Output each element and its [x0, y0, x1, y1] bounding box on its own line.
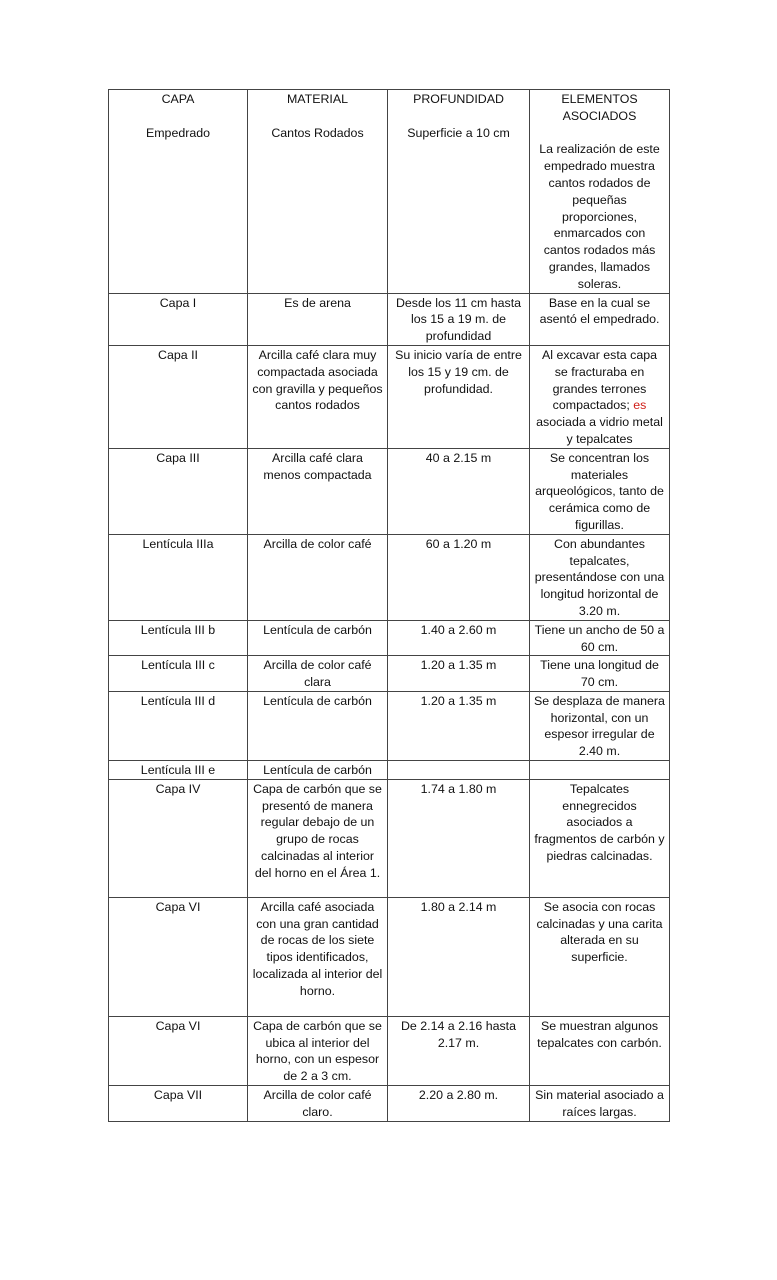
- header-elementos: ELEMENTOS ASOCIADOS: [561, 92, 638, 123]
- cell-material: Arcilla de color café claro.: [248, 1086, 388, 1122]
- cell-profundidad: [388, 90, 530, 294]
- cell-capa: Capa IV: [109, 779, 248, 897]
- table-row: [109, 90, 670, 294]
- text-part: asociada a vidrio metal y tepalcates: [536, 415, 663, 446]
- cell-capa: Capa VI: [109, 897, 248, 1016]
- cell-material: [248, 90, 388, 294]
- cell-capa: Lentícula III b: [109, 620, 248, 656]
- cell-value: Empedrado: [145, 125, 211, 140]
- cell-capa: Capa III: [109, 448, 248, 534]
- header-material: MATERIAL: [286, 92, 349, 106]
- cell-elementos: Base en la cual se asentó el empedrado.: [530, 293, 670, 345]
- cell-material: Capa de carbón que se ubica al interior del horno, con un espesor de 2 a 3 cm.: [248, 1016, 388, 1085]
- cell-profundidad: 60 a 1.20 m: [388, 534, 530, 620]
- cell-profundidad: 1.80 a 2.14 m: [388, 897, 530, 1016]
- cell-capa: Lentícula III e: [109, 761, 248, 780]
- cell-elementos: Se asocia con rocas calcinadas y una carita alterada en su superficie.: [530, 897, 670, 1016]
- table-row: [109, 656, 670, 692]
- cell-capa: Capa II: [109, 345, 248, 448]
- cell-elementos: Tiene una longitud de 70 cm.: [530, 656, 670, 692]
- cell-profundidad: De 2.14 a 2.16 hasta 2.17 m.: [388, 1016, 530, 1085]
- table-row: [109, 897, 670, 1016]
- cell-elementos: [530, 345, 670, 448]
- table-row: [109, 691, 670, 760]
- cell-elementos: Tepalcates ennegrecidos asociados a fragmentos de carbón y piedras calcinadas.: [530, 779, 670, 897]
- cell-profundidad: 1.74 a 1.80 m: [388, 779, 530, 897]
- cell-capa: Capa VI: [109, 1016, 248, 1085]
- cell-material: Lentícula de carbón: [248, 620, 388, 656]
- table-row: [109, 1016, 670, 1085]
- cell-material: Capa de carbón que se presentó de manera regular debajo de un grupo de rocas calcinadas al interior del horno en el Área 1.: [248, 779, 388, 897]
- header-profundidad: PROFUNDIDAD: [413, 92, 504, 106]
- stratigraphy-table: [108, 89, 670, 1122]
- cell-profundidad: 1.20 a 1.35 m: [388, 656, 530, 692]
- cell-profundidad: Desde los 11 cm hasta los 15 a 19 m. de profundidad: [388, 293, 530, 345]
- cell-profundidad: [388, 761, 530, 780]
- cell-capa: Capa I: [109, 293, 248, 345]
- table-row: [109, 345, 670, 448]
- cell-capa: Lentícula III c: [109, 656, 248, 692]
- table-row: [109, 1086, 670, 1122]
- table-row: [109, 620, 670, 656]
- table-row: [109, 534, 670, 620]
- cell-material: Lentícula de carbón: [248, 691, 388, 760]
- header-capa: CAPA: [161, 92, 195, 106]
- cell-material: Arcilla café asociada con una gran cantidad de rocas de los siete tipos identificados, localizada al interior del horno.: [248, 897, 388, 1016]
- cell-value: Cantos Rodados: [271, 125, 364, 140]
- cell-profundidad: 1.40 a 2.60 m: [388, 620, 530, 656]
- cell-elementos: Tiene un ancho de 50 a 60 cm.: [530, 620, 670, 656]
- cell-elementos: [530, 90, 670, 294]
- cell-elementos: Se concentran los materiales arqueológicos, tanto de cerámica como de figurillas.: [530, 448, 670, 534]
- cell-elementos: [530, 761, 670, 780]
- table-row: [109, 448, 670, 534]
- cell-material: Arcilla café clara muy compactada asociada con gravilla y pequeños cantos rodados: [248, 345, 388, 448]
- table-row: [109, 761, 670, 780]
- table-row: [109, 779, 670, 897]
- cell-profundidad: 1.20 a 1.35 m: [388, 691, 530, 760]
- cell-material: Arcilla de color café: [248, 534, 388, 620]
- cell-material: Es de arena: [248, 293, 388, 345]
- cell-profundidad: 40 a 2.15 m: [388, 448, 530, 534]
- cell-material: Lentícula de carbón: [248, 761, 388, 780]
- cell-capa: Lentícula III d: [109, 691, 248, 760]
- cell-profundidad: 2.20 a 2.80 m.: [388, 1086, 530, 1122]
- cell-value: La realización de este empedrado muestra cantos rodados de pequeñas proporciones, enmarcados con cantos rodados más grandes, llamados soleras.: [539, 142, 660, 291]
- cell-elementos: Se desplaza de manera horizontal, con un espesor irregular de 2.40 m.: [530, 691, 670, 760]
- table-row: [109, 293, 670, 345]
- cell-profundidad: Su inicio varía de entre los 15 y 19 cm. de profundidad.: [388, 345, 530, 448]
- cell-elementos: Sin material asociado a raíces largas.: [530, 1086, 670, 1122]
- cell-capa: [109, 90, 248, 294]
- cell-capa: Capa VII: [109, 1086, 248, 1122]
- cell-material: Arcilla de color café clara: [248, 656, 388, 692]
- text-part: Al excavar esta capa se fracturaba en grandes terrones compactados;: [541, 347, 658, 413]
- highlighted-text: es: [633, 398, 647, 413]
- cell-elementos: Con abundantes tepalcates, presentándose con una longitud horizontal de 3.20 m.: [530, 534, 670, 620]
- cell-material: Arcilla café clara menos compactada: [248, 448, 388, 534]
- cell-elementos: Se muestran algunos tepalcates con carbón.: [530, 1016, 670, 1085]
- cell-value: Superficie a 10 cm: [407, 125, 510, 140]
- cell-capa: Lentícula IIIa: [109, 534, 248, 620]
